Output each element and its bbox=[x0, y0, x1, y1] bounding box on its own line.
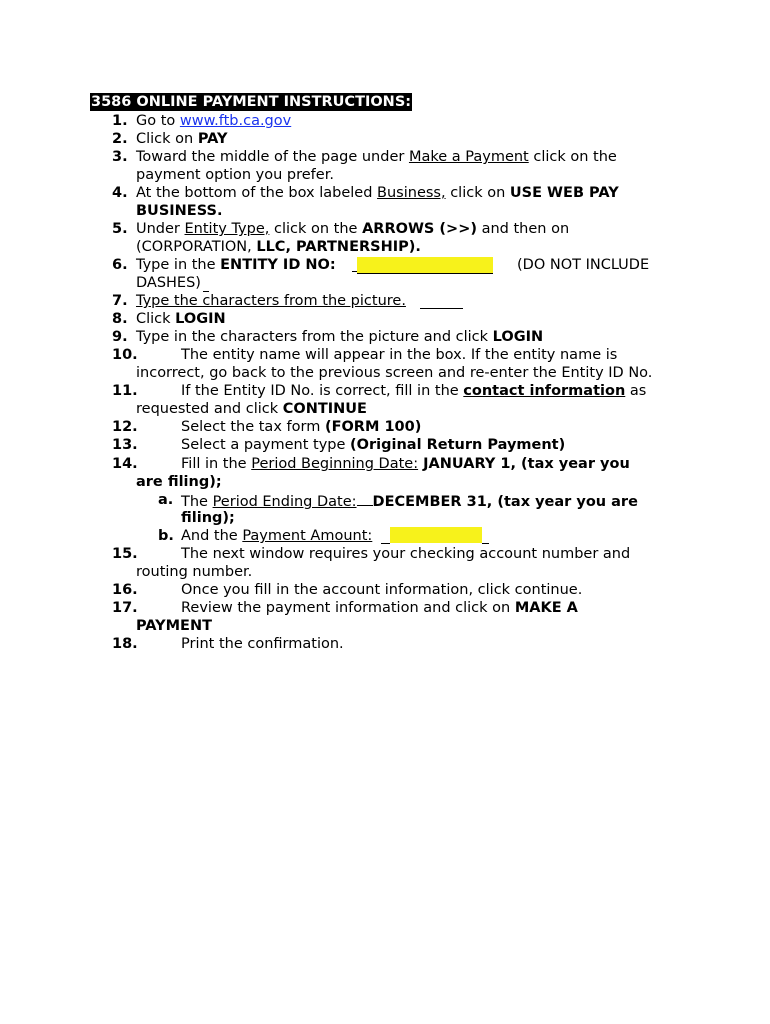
step-3: Toward the middle of the page under Make a Payment click on the bbox=[136, 149, 617, 165]
step-9: Type in the characters from the picture and click LOGIN bbox=[136, 329, 544, 345]
step-7: Type the characters from the picture. bbox=[136, 293, 406, 309]
dashes-underline bbox=[203, 277, 209, 292]
step-18: Print the confirmation. bbox=[181, 636, 344, 652]
step-number: 14. bbox=[112, 456, 138, 472]
substep-letter: b. bbox=[158, 528, 174, 544]
step-11: If the Entity ID No. is correct, fill in the contact information as bbox=[181, 383, 647, 399]
step-2: Click on PAY bbox=[136, 131, 228, 147]
step-5-line-2: (CORPORATION, LLC, PARTNERSHIP). bbox=[136, 239, 421, 255]
step-4-line-2: BUSINESS. bbox=[136, 203, 223, 219]
step-10: The entity name will appear in the box. If the entity name is bbox=[181, 347, 618, 363]
payment-amount-field[interactable] bbox=[390, 527, 482, 543]
step-6-line-2: DASHES) bbox=[136, 275, 201, 291]
step-number: 6. bbox=[112, 257, 128, 273]
step-number: 18. bbox=[112, 636, 138, 652]
step-number: 8. bbox=[112, 311, 128, 327]
step-17: Review the payment information and click on MAKE A bbox=[181, 600, 578, 616]
step-7-underline bbox=[420, 294, 463, 309]
step-6-note: (DO NOT INCLUDE bbox=[517, 257, 650, 273]
step-13: Select a payment type (Original Return Payment) bbox=[181, 437, 566, 453]
step-number: 2. bbox=[112, 131, 128, 147]
step-number: 4. bbox=[112, 185, 128, 201]
step-3-line-2: payment option you prefer. bbox=[136, 167, 334, 183]
step-14-line-2: are filing); bbox=[136, 474, 222, 490]
step-14: Fill in the Period Beginning Date: JANUARY 1, (tax year you bbox=[181, 456, 630, 472]
step-number: 5. bbox=[112, 221, 128, 237]
step-number: 10. bbox=[112, 347, 138, 363]
page-title: 3586 ONLINE PAYMENT INSTRUCTIONS: bbox=[91, 94, 412, 110]
step-14a-line-2: filing); bbox=[181, 510, 235, 526]
step-4: At the bottom of the box labeled Business, click on USE WEB PAY bbox=[136, 185, 619, 201]
step-number: 3. bbox=[112, 149, 128, 165]
step-1: Go to www.ftb.ca.gov bbox=[136, 113, 292, 129]
step-number: 7. bbox=[112, 293, 128, 309]
step-number: 13. bbox=[112, 437, 138, 453]
step-6: Type in the ENTITY ID NO: bbox=[136, 257, 336, 273]
step-number: 17. bbox=[112, 600, 138, 616]
ftb-website-link[interactable]: www.ftb.ca.gov bbox=[179, 113, 292, 129]
period-ending-blank bbox=[357, 491, 373, 506]
step-15: The next window requires your checking account number and bbox=[181, 546, 631, 562]
step-12: Select the tax form (FORM 100) bbox=[181, 419, 422, 435]
substep-letter: a. bbox=[158, 492, 174, 508]
step-14a: The Period Ending Date: DECEMBER 31, (tax year you are bbox=[181, 491, 638, 511]
step-11-line-2: requested and click CONTINUE bbox=[136, 401, 367, 417]
step-15-line-2: routing number. bbox=[136, 564, 253, 580]
step-10-line-2: incorrect, go back to the previous screen and re-enter the Entity ID No. bbox=[136, 365, 653, 381]
step-17-line-2: PAYMENT bbox=[136, 618, 212, 634]
step-number: 16. bbox=[112, 582, 138, 598]
step-5: Under Entity Type, click on the ARROWS (>>) and then on bbox=[136, 221, 570, 237]
step-number: 12. bbox=[112, 419, 138, 435]
step-number: 1. bbox=[112, 113, 128, 129]
step-8: Click LOGIN bbox=[136, 311, 226, 327]
step-number: 9. bbox=[112, 329, 128, 345]
step-number: 11. bbox=[112, 383, 138, 399]
step-16: Once you fill in the account information, click continue. bbox=[181, 582, 583, 598]
step-14b: And the Payment Amount: bbox=[181, 528, 373, 544]
payment-amount-blank-right bbox=[482, 529, 489, 544]
step-number: 15. bbox=[112, 546, 138, 562]
entity-id-field[interactable] bbox=[357, 257, 493, 274]
payment-amount-blank-left bbox=[381, 529, 390, 544]
